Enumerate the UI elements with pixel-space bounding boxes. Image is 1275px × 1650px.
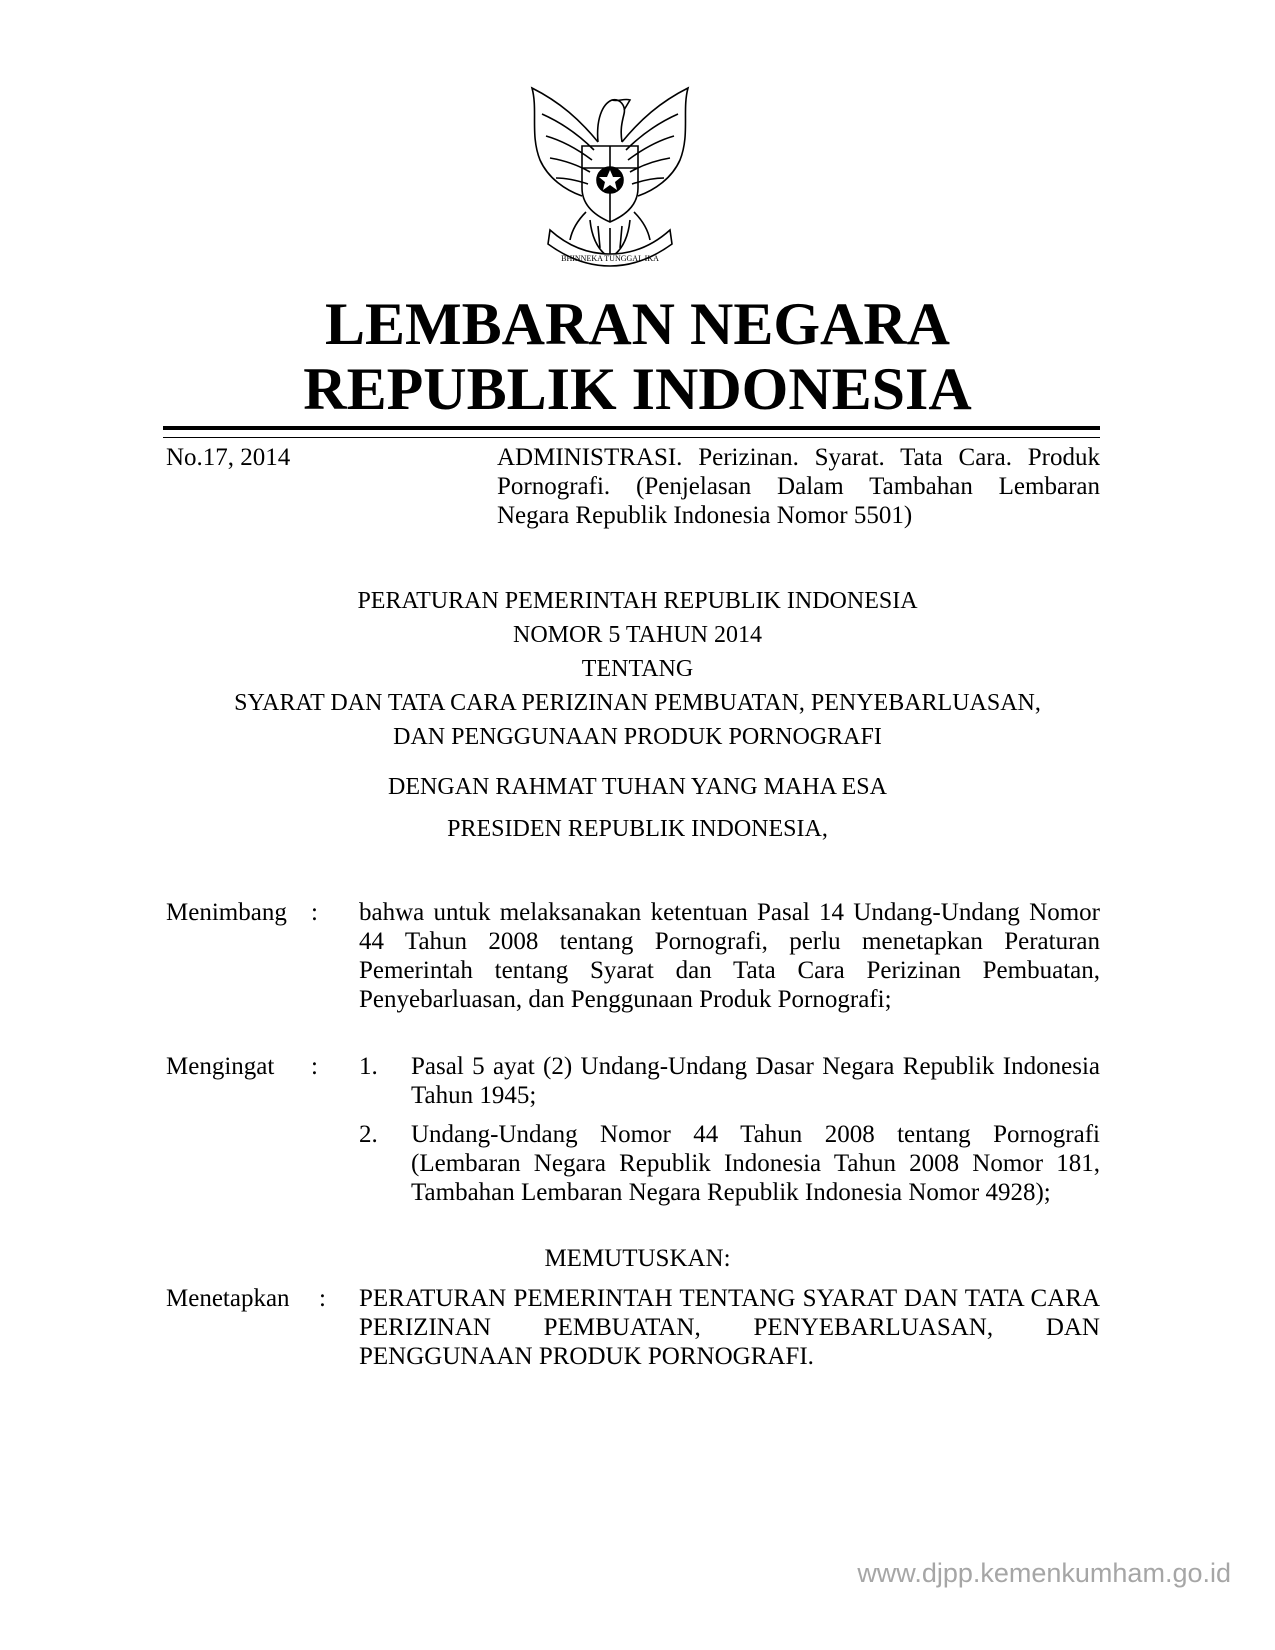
gazette-title-line1: LEMBARAN NEGARA xyxy=(324,291,951,357)
mengingat-item-2-number: 2. xyxy=(359,1121,378,1148)
mengingat-item-1-number: 1. xyxy=(359,1053,378,1080)
menetapkan-text: PERATURAN PEMERINTAH TENTANG SYARAT DAN TATA CARA PERIZINAN PEMBUATAN, PENYEBARLUASAN, DAN PENGGUNAAN PRODUK PORNOGRAFI. xyxy=(359,1285,1100,1370)
regulation-about: TENTANG xyxy=(581,656,694,682)
mengingat-item-1-text: Pasal 5 ayat (2) Undang-Undang Dasar Negara Republik Indonesia Tahun 1945; xyxy=(411,1053,1100,1109)
header-divider-thick xyxy=(163,426,1100,430)
mengingat-colon: : xyxy=(311,1053,318,1080)
menimbang-text: bahwa untuk melaksanakan ketentuan Pasal 14 Undang-Undang Nomor 44 Tahun 2008 tentang Pornografi, perlu menetapkan Peraturan Pemerintah tentang Syarat dan Tata Cara Perizinan Pembuatan, Penyebarluasan, dan Penggunaan Produk Pornografi; xyxy=(359,899,1100,1013)
menimbang-colon: : xyxy=(311,899,318,926)
regulation-subject-line1: SYARAT DAN TATA CARA PERIZINAN PEMBUATAN, PENYEBARLUASAN, xyxy=(234,690,1041,716)
header-divider-thin xyxy=(163,437,1100,438)
decision-heading: MEMUTUSKAN: xyxy=(544,1245,731,1272)
issue-number: No.17, 2014 xyxy=(166,444,291,471)
menimbang-label: Menimbang xyxy=(166,899,287,926)
preamble: DENGAN RAHMAT TUHAN YANG MAHA ESA xyxy=(388,774,887,800)
menetapkan-colon: : xyxy=(319,1285,326,1312)
regulation-type: PERATURAN PEMERINTAH REPUBLIK INDONESIA xyxy=(357,588,918,614)
menetapkan-label: Menetapkan xyxy=(166,1285,290,1312)
regulation-subject-line2: DAN PENGGUNAAN PRODUK PORNOGRAFI xyxy=(393,724,882,750)
regulation-number: NOMOR 5 TAHUN 2014 xyxy=(513,622,762,648)
gazette-title-line2: REPUBLIK INDONESIA xyxy=(303,356,972,422)
garuda-pancasila-emblem xyxy=(520,80,700,275)
issue-subject: ADMINISTRASI. Perizinan. Syarat. Tata Cara. Produk Pornografi. (Penjelasan Dalam Tambahan Lembaran Negara Republik Indonesia Nomor 5501) xyxy=(497,444,1100,529)
authority: PRESIDEN REPUBLIK INDONESIA, xyxy=(447,816,828,842)
mengingat-label: Mengingat xyxy=(166,1053,275,1080)
svg-text:BHINNEKA TUNGGAL IKA: BHINNEKA TUNGGAL IKA xyxy=(561,254,659,263)
mengingat-item-2-text: Undang-Undang Nomor 44 Tahun 2008 tentang Pornografi (Lembaran Negara Republik Indonesia Tahun 2008 Nomor 181, Tambahan Lembaran Negara Republik Indonesia Nomor 4928); xyxy=(411,1121,1100,1206)
watermark-url: www.djpp.kemenkumham.go.id xyxy=(857,1558,1231,1588)
